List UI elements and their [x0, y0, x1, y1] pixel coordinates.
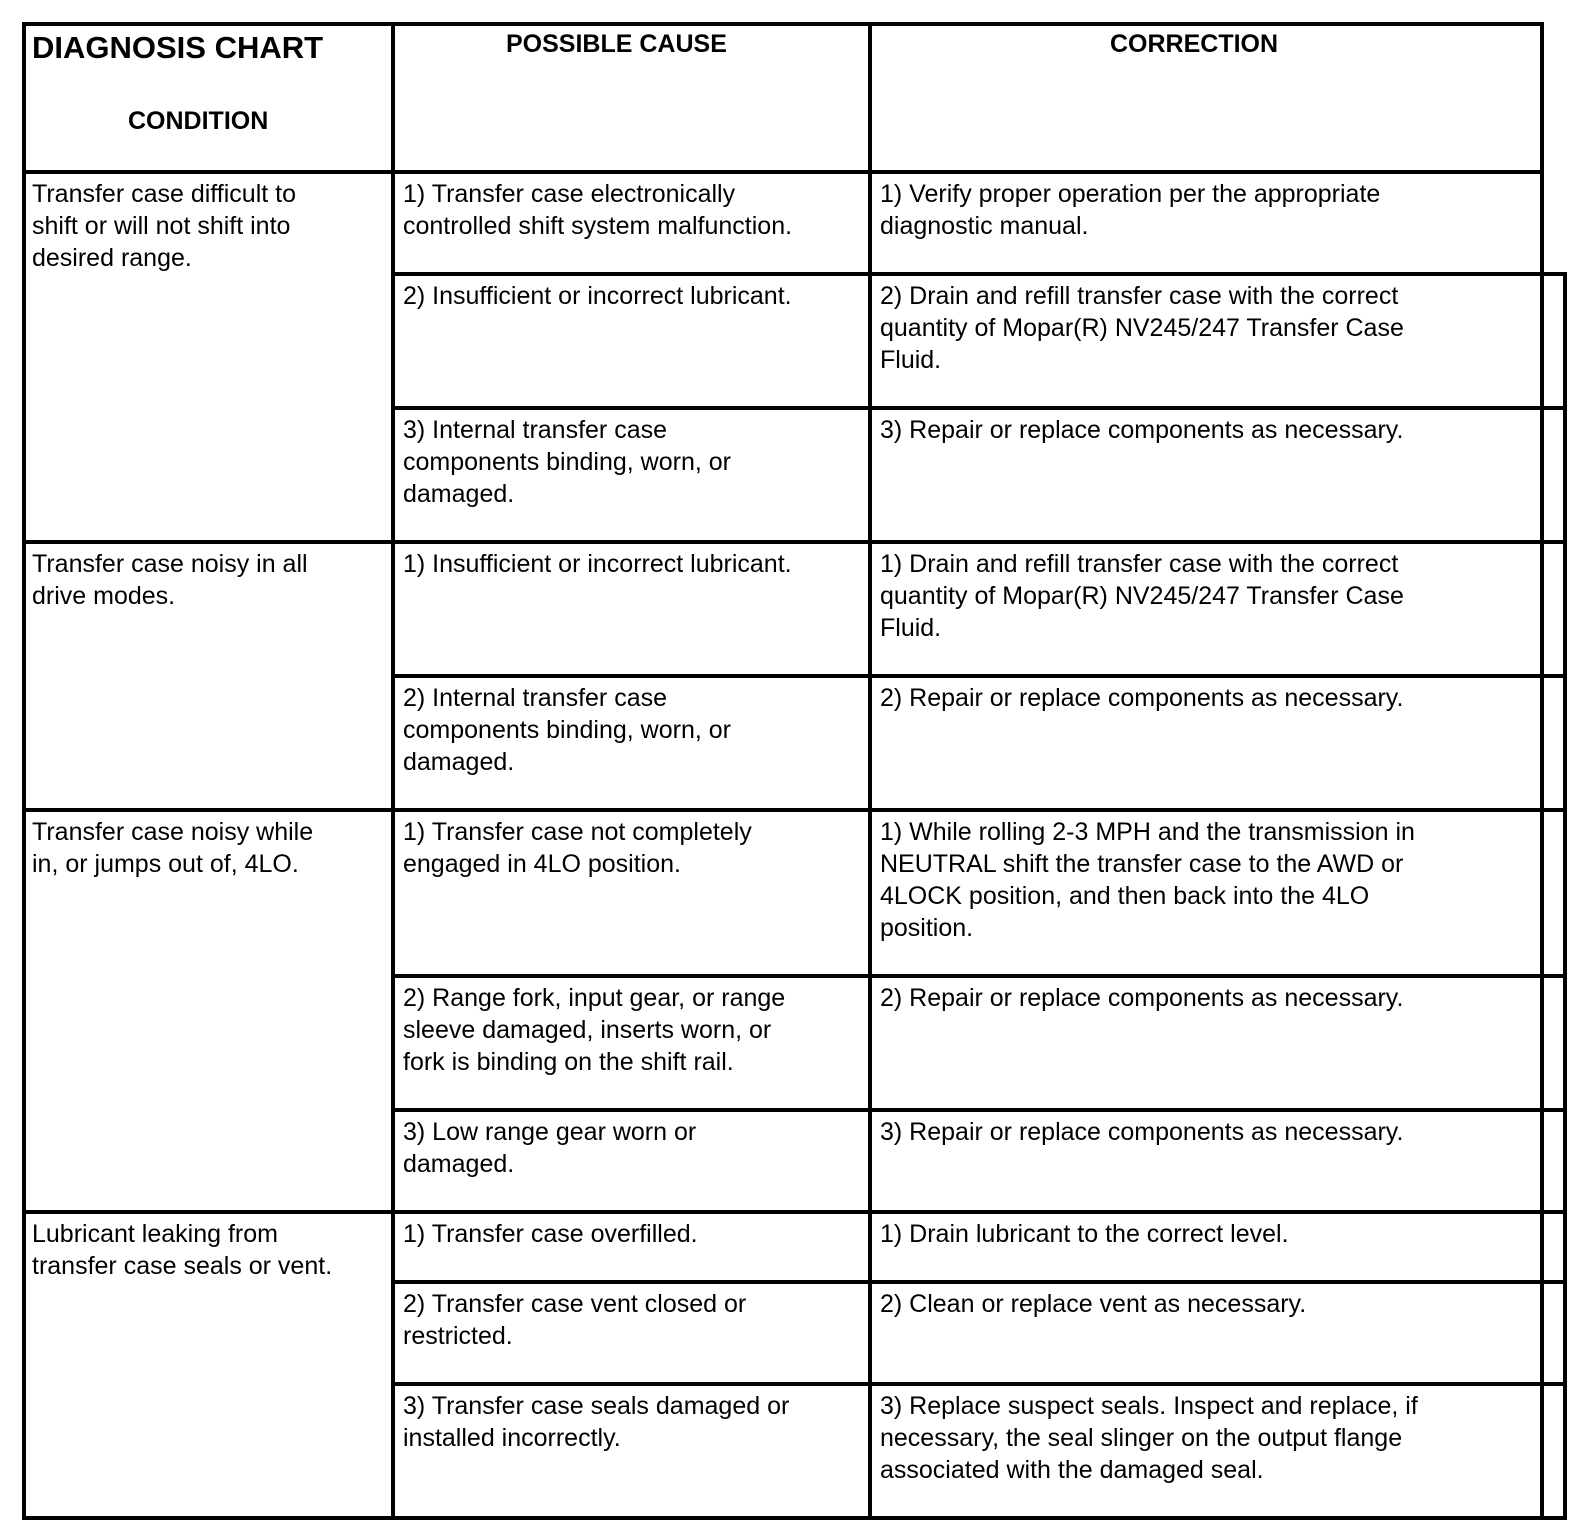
correction-cell: 2) Drain and refill transfer case with the correct quantity of Mopar(R) NV245/247 Transfer Case Fluid. — [880, 282, 1404, 374]
chart-title: DIAGNOSIS CHART — [32, 30, 324, 65]
header-condition: CONDITION — [128, 107, 269, 135]
sub-row-divider — [391, 406, 1567, 410]
cause-cell: 3) Low range gear worn or damaged. — [403, 1118, 697, 1178]
sub-row-divider — [391, 974, 1567, 978]
cause-cell: 1) Transfer case not completely engaged in 4LO position. — [403, 818, 752, 878]
cause-cell: 2) Transfer case vent closed or restricted. — [403, 1290, 747, 1350]
cause-cell: 2) Internal transfer case components binding, worn, or damaged. — [403, 684, 731, 776]
sub-row-divider — [391, 272, 1567, 276]
cause-cell: 1) Transfer case electronically controlled shift system malfunction. — [403, 180, 793, 240]
header-correction: CORRECTION — [1110, 30, 1279, 58]
correction-cell: 1) Drain and refill transfer case with the correct quantity of Mopar(R) NV245/247 Transfer Case Fluid. — [880, 550, 1404, 642]
column-divider-correction — [868, 22, 872, 1520]
correction-cell: 2) Repair or replace components as necessary. — [880, 684, 1404, 712]
correction-cell: 3) Repair or replace components as necessary. — [880, 1118, 1404, 1146]
column-divider-cause — [391, 22, 395, 1520]
correction-cell: 3) Replace suspect seals. Inspect and replace, if necessary, the seal slinger on the output flange associated with the damaged seal. — [880, 1392, 1418, 1484]
header-possible-cause: POSSIBLE CAUSE — [506, 30, 727, 58]
table-border-top — [22, 22, 1544, 26]
correction-cell: 1) Drain lubricant to the correct level. — [880, 1220, 1289, 1248]
sub-row-divider — [391, 1280, 1567, 1284]
correction-cell: 2) Repair or replace components as necessary. — [880, 984, 1404, 1012]
correction-cell: 3) Repair or replace components as necessary. — [880, 416, 1404, 444]
condition-cell: Lubricant leaking from transfer case seals or vent. — [32, 1220, 333, 1280]
sub-row-divider — [391, 674, 1567, 678]
table-border-left — [22, 22, 26, 1520]
condition-cell: Transfer case noisy in all drive modes. — [32, 550, 308, 610]
row-divider — [22, 1516, 1567, 1520]
correction-cell: 1) Verify proper operation per the appropriate diagnostic manual. — [880, 180, 1381, 240]
table-border-right-outer — [1563, 272, 1567, 1520]
cause-cell: 1) Transfer case overfilled. — [403, 1220, 698, 1248]
row-divider — [22, 540, 1567, 544]
cause-cell: 1) Insufficient or incorrect lubricant. — [403, 550, 792, 578]
condition-cell: Transfer case noisy while in, or jumps out of, 4LO. — [32, 818, 314, 878]
cause-cell: 3) Internal transfer case components binding, worn, or damaged. — [403, 416, 731, 508]
row-divider — [22, 808, 1567, 812]
sub-row-divider — [391, 1108, 1567, 1112]
correction-cell: 2) Clean or replace vent as necessary. — [880, 1290, 1307, 1318]
correction-cell: 1) While rolling 2-3 MPH and the transmission in NEUTRAL shift the transfer case to the AWD or 4LOCK position, and then back into the 4LO position. — [880, 818, 1415, 942]
sub-row-divider — [391, 1382, 1567, 1386]
table-border-right — [1540, 22, 1544, 1520]
cause-cell: 2) Insufficient or incorrect lubricant. — [403, 282, 792, 310]
cause-cell: 2) Range fork, input gear, or range sleeve damaged, inserts worn, or fork is binding on the shift rail. — [403, 984, 786, 1076]
row-divider — [22, 1210, 1567, 1214]
cause-cell: 3) Transfer case seals damaged or installed incorrectly. — [403, 1392, 790, 1452]
condition-cell: Transfer case difficult to shift or will not shift into desired range. — [32, 180, 297, 272]
header-divider — [22, 170, 1544, 174]
